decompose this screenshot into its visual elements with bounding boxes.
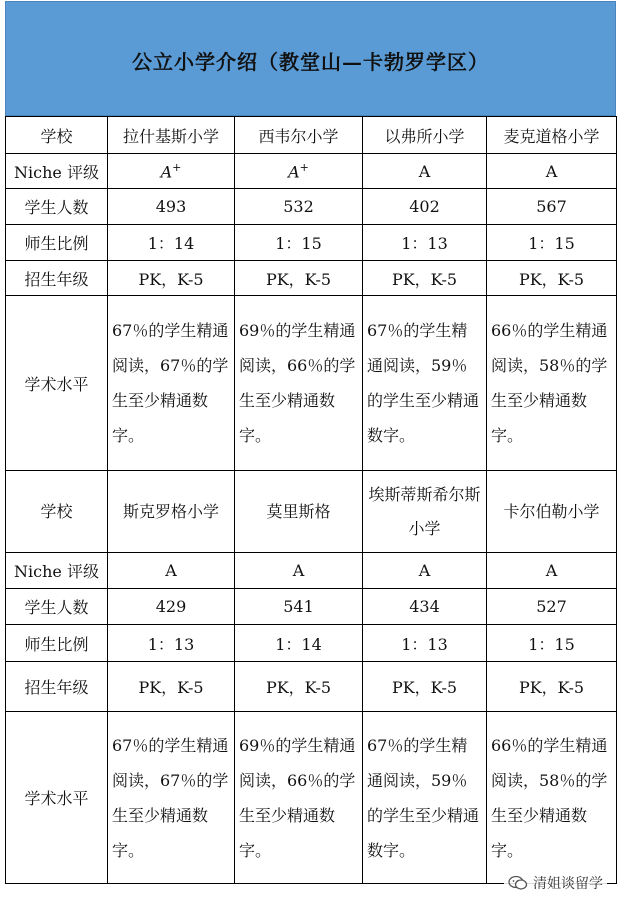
niche-grade: A [487, 154, 617, 189]
school-name: 莫里斯格 [235, 471, 363, 553]
grade-range: PK，K-5 [235, 261, 363, 296]
student-count: 541 [235, 589, 363, 625]
academic-level: 67％的学生精通阅读，59％的学生至少精通数字。 [363, 296, 487, 471]
school-name: 拉什基斯小学 [108, 117, 235, 154]
row-label: 招生年级 [6, 261, 108, 296]
student-count: 429 [108, 589, 235, 625]
grade-range: PK，K-5 [487, 261, 617, 296]
watermark-text: 清姐谈留学 [533, 876, 603, 892]
table-row [6, 625, 617, 662]
table-row [6, 261, 617, 296]
table-row [6, 471, 617, 553]
row-label: 学校 [6, 117, 108, 154]
student-count: 532 [235, 189, 363, 225]
niche-grade: A [235, 553, 363, 589]
teacher-ratio: 1：15 [487, 225, 617, 261]
teacher-ratio: 1：15 [235, 225, 363, 261]
school-name: 埃斯蒂斯希尔斯小学 [363, 471, 487, 553]
teacher-ratio: 1：14 [108, 225, 235, 261]
academic-level: 67％的学生精通阅读，67％的学生至少精通数字。 [108, 296, 235, 471]
row-label: Niche 评级 [6, 154, 108, 189]
row-label: Niche 评级 [6, 553, 108, 589]
row-label: 学生人数 [6, 189, 108, 225]
school-name: 以弗所小学 [363, 117, 487, 154]
chat-bubble-icon [508, 875, 528, 891]
grade-range: PK，K-5 [487, 662, 617, 712]
table-row [6, 154, 617, 189]
academic-level: 69％的学生精通阅读，66％的学生至少精通数字。 [235, 712, 363, 884]
school-name: 卡尔伯勒小学 [487, 471, 617, 553]
table-row [6, 589, 617, 625]
academic-level: 66％的学生精通阅读，58％的学生至少精通数字。 [487, 296, 617, 471]
grade-range: PK，K-5 [108, 662, 235, 712]
student-count: 527 [487, 589, 617, 625]
table-row [6, 189, 617, 225]
row-label: 学校 [6, 471, 108, 553]
row-label: 师生比例 [6, 625, 108, 662]
teacher-ratio: 1：13 [363, 225, 487, 261]
table-row [6, 296, 617, 471]
table-row [6, 117, 617, 154]
row-label: 学术水平 [6, 712, 108, 884]
grade-range: PK，K-5 [108, 261, 235, 296]
school-name: 西韦尔小学 [235, 117, 363, 154]
academic-level: 67％的学生精通阅读，59％的学生至少精通数字。 [363, 712, 487, 884]
row-label: 学术水平 [6, 296, 108, 471]
student-count: 493 [108, 189, 235, 225]
academic-level: 66％的学生精通阅读，58％的学生至少精通数字。 [487, 712, 617, 884]
niche-grade: A [487, 553, 617, 589]
grade-range: PK，K-5 [363, 662, 487, 712]
student-count: 434 [363, 589, 487, 625]
niche-grade: A [363, 154, 487, 189]
school-name: 斯克罗格小学 [108, 471, 235, 553]
row-label: 师生比例 [6, 225, 108, 261]
academic-level: 69％的学生精通阅读，66％的学生至少精通数字。 [235, 296, 363, 471]
watermark [504, 871, 607, 895]
niche-grade: A [108, 553, 235, 589]
grade-range: PK，K-5 [363, 261, 487, 296]
student-count: 567 [487, 189, 617, 225]
grade-range: PK，K-5 [235, 662, 363, 712]
page-title: 公立小学介绍（教堂山—卡勃罗学区） [132, 50, 489, 74]
title-banner [5, 1, 616, 116]
teacher-ratio: 1：14 [235, 625, 363, 662]
teacher-ratio: 1：13 [108, 625, 235, 662]
school-name: 麦克道格小学 [487, 117, 617, 154]
row-label: 学生人数 [6, 589, 108, 625]
teacher-ratio: 1：15 [487, 625, 617, 662]
teacher-ratio: 1：13 [363, 625, 487, 662]
academic-level: 67％的学生精通阅读，67％的学生至少精通数字。 [108, 712, 235, 884]
row-label: 招生年级 [6, 662, 108, 712]
niche-grade: A+ [235, 154, 363, 189]
table-row [6, 662, 617, 712]
niche-grade: A [363, 553, 487, 589]
student-count: 402 [363, 189, 487, 225]
school-table [5, 116, 617, 884]
niche-grade: A+ [108, 154, 235, 189]
table-row [6, 553, 617, 589]
table-row [6, 225, 617, 261]
table-row [6, 712, 617, 884]
